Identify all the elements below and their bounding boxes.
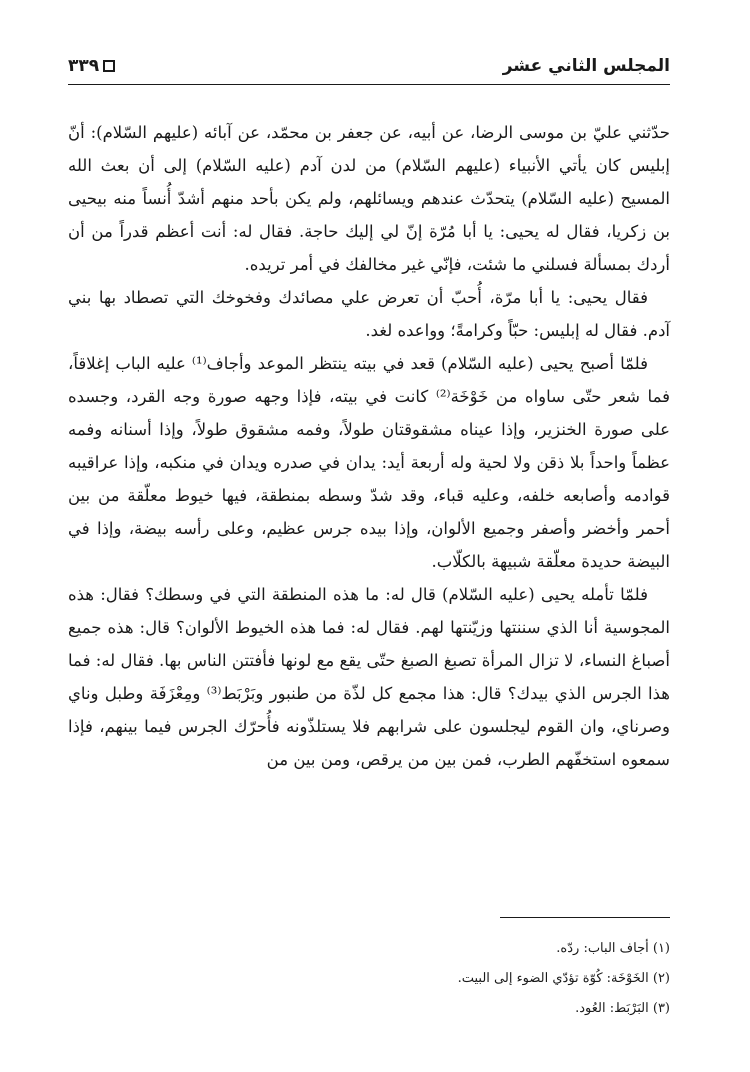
page-number-group — [68, 56, 115, 76]
footnote-divider — [500, 917, 670, 918]
footnote: (٢) الخَوْخَة: كُوّة تؤدّي الضوء إلى البيت. — [457, 971, 670, 986]
paragraph: فلمّا أصبح يحيى (عليه السّلام) قعد في بيته ينتظر الموعد وأجاف⁽¹⁾ عليه الباب إغلاقاً، فما شعر حتّى ساواه من خَوْخَة⁽²⁾ كانت في بيته، فإذا وجهه صورة وجه القرد، وجسده على صورة الخنزير، وإذا عيناه مشقوقتان طولاً، وفمه مشقوق طولاً، وإذا أسنانه وفمه عظماً واحداً بلا ذقن ولا لحية وله أربعة أيد: يدان في صدره ويدان في منكبه، وإذا عراقيبه قوادمه وأصابعه خلفه، وعليه قباء، وقد شدّ وسطه بمنطقة، فيها خيوط معلّقة من بين أحمر وأخضر وأصفر وجميع الألوان، وإذا بيده جرس عظيم، وعلى رأسه بيضة، وإذا في البيضة حديدة معلّقة شبيهة بالكلّاب. — [68, 354, 670, 571]
page-header — [68, 52, 670, 80]
footnote: (٣) البَرْبَط: العُود. — [575, 1001, 670, 1016]
page-number: ٣٣٩ — [68, 56, 100, 76]
main-text — [68, 116, 670, 776]
paragraph: حدّثني عليّ بن موسى الرضا، عن أبيه، عن جعفر بن محمّد، عن آبائه (عليهم السّلام): أنّ إبليس كان يأتي الأنبياء (عليهم السّلام) من لدن آدم (عليه السّلام) إلى أن بعث الله المسيح (عليه السّلام) يتحدّث عندهم ويسائلهم، ولم يكن بأحد منهم أشدّ أُنساً منه بيحيى بن زكريا، فقال له يحيى: يا أبا مُرّة إنّ لي إليك حاجة. فقال له: أنت أعظم قدراً من أن أردك بمسألة فسلني ما شئت، فإنّي غير مخالفك في أمر تريده. — [68, 123, 671, 274]
header-rule — [68, 84, 670, 85]
footnote: (١) أجاف الباب: ردّه. — [556, 941, 670, 956]
paragraph: فلمّا تأمله يحيى (عليه السّلام) قال له: ما هذه المنطقة التي في وسطك؟ فقال: هذه المجوسية أنا الذي سننتها وزيّنتها لهم. فقال له: فما هذه الخيوط الألوان؟ قال: هذه جميع أصباغ النساء، لا تزال المرأة تصبغ الصبغ حتّى يقع مع لونها فأفتتن الناس بها. فقال له: فما هذا الجرس الذي بيدك؟ قال: هذا مجمع كل لذّة من طنبور وبَرْبَط⁽³⁾ ومِعْزَفَة وطبل وناي وصرناي، وان القوم ليجلسون على شرابهم فلا يستلذّونه فأُحرّك الجرس فيما بينهم، فإذا سمعوه استخفّهم الطرب، فمن بين من يرقص، ومن بين من — [68, 585, 671, 769]
paragraph: فقال يحيى: يا أبا مرّة، أُحبّ أن تعرض علي مصائدك وفخوخك التي تصطاد بها بني آدم. فقال له إبليس: حبّاً وكرامةً؛ وواعده لغد. — [68, 288, 670, 340]
footnotes — [300, 934, 670, 1024]
running-title: المجلس الثاني عشر — [502, 56, 670, 76]
square-marker-icon — [103, 60, 115, 72]
